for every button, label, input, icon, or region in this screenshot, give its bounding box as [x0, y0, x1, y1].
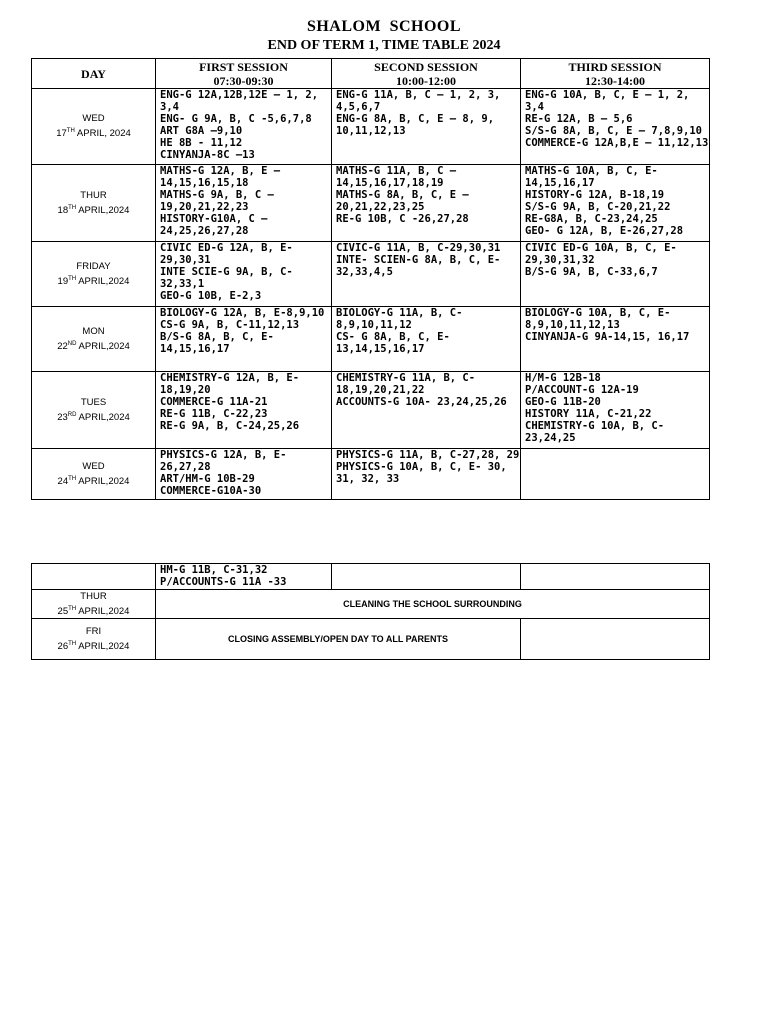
timetable: [31, 58, 710, 500]
third-session-cell: MATHS-G 10A, B, C, E- 14,15,16,17 HISTORY-G 12A, B-18,19 S/S-G 9A, B, C-20,21,22 RE-G8A, B, C-23,24,25 GEO- G 12A, B, E-26,27,28: [521, 165, 710, 242]
day-cell: [32, 89, 156, 165]
day-name: MON: [82, 325, 105, 337]
third-session-header: [521, 59, 710, 89]
day-cell: [32, 449, 156, 500]
table-row: [32, 242, 710, 307]
first-session-cell: BIOLOGY-G 12A, B, E-8,9,10 CS-G 9A, B, C-11,12,13 B/S-G 8A, B, C, E- 14,15,16,17: [156, 307, 332, 372]
table-row: [32, 372, 710, 449]
third-session-cell: ENG-G 10A, B, C, E – 1, 2, 3,4 RE-G 12A, B – 5,6 S/S-G 8A, B, C, E – 7,8,9,10 COMMERCE-G 12A,B,E – 11,12,13: [521, 89, 710, 165]
school-name: SHALOM SCHOOL: [306, 18, 462, 35]
second-session-cell: MATHS-G 11A, B, C – 14,15,16,17,18,19 MATHS-G 8A, B, C, E – 20,21,22,23,25 RE-G 10B, C -26,27,28: [332, 165, 521, 242]
table-row: [32, 449, 710, 500]
day-cell: [32, 307, 156, 372]
timetable-continuation: [31, 563, 710, 660]
day-name: FRIDAY: [76, 260, 111, 272]
day-column-header: [32, 59, 156, 89]
day-date: 26TH APRIL,2024: [57, 641, 130, 653]
continuation-row: [32, 564, 710, 590]
third-session-time: 12:30-14:00: [585, 73, 645, 88]
second-session-time: 10:00-12:00: [396, 73, 456, 88]
day-cell: [32, 372, 156, 449]
empty-day-cell: [32, 564, 156, 590]
header-row: [32, 59, 710, 89]
table-row: [32, 307, 710, 372]
table-row: [32, 590, 710, 619]
first-session-label: FIRST SESSION: [199, 59, 288, 74]
day-name: WED: [82, 113, 105, 125]
day-name: THUR: [80, 591, 107, 602]
day-name: TUES: [80, 396, 107, 408]
second-session-header: [332, 59, 521, 89]
activity-cell: CLOSING ASSEMBLY/OPEN DAY TO ALL PARENTS: [156, 619, 521, 660]
second-session-cell: CHEMISTRY-G 11A, B, C- 18,19,20,21,22 ACCOUNTS-G 10A- 23,24,25,26: [332, 372, 521, 449]
second-session-cell: BIOLOGY-G 11A, B, C- 8,9,10,11,12 CS- G 8A, B, C, E- 13,14,15,16,17: [332, 307, 521, 372]
third-session-label: THIRD SESSION: [568, 59, 662, 74]
empty-second-cell: [332, 564, 521, 590]
second-session-cell: CIVIC-G 11A, B, C-29,30,31 INTE- SCIEN-G 8A, B, C, E- 32,33,4,5: [332, 242, 521, 307]
first-session-cell: CIVIC ED-G 12A, B, E- 29,30,31 INTE SCIE-G 9A, B, C- 32,33,1 GEO-G 10B, E-2,3: [156, 242, 332, 307]
day-cell: [32, 165, 156, 242]
first-session-header: [156, 59, 332, 89]
day-cell: [32, 590, 156, 619]
day-date: 25TH APRIL,2024: [57, 606, 130, 618]
day-date: 19TH APRIL,2024: [57, 275, 130, 288]
empty-third-cell: [521, 619, 710, 660]
third-session-cell: CIVIC ED-G 10A, B, C, E- 29,30,31,32 B/S-G 9A, B, C-33,6,7: [521, 242, 710, 307]
document-title: END OF TERM 1, TIME TABLE 2024: [267, 38, 501, 53]
first-session-cell: CHEMISTRY-G 12A, B, E- 18,19,20 COMMERCE-G 11A-21 RE-G 11B, C-22,23 RE-G 9A, B, C-24,25,26: [156, 372, 332, 449]
day-name: WED: [82, 460, 105, 472]
second-session-label: SECOND SESSION: [374, 59, 478, 74]
day-cell: [32, 242, 156, 307]
day-header-label: DAY: [81, 66, 106, 81]
day-date: 23RD APRIL,2024: [57, 411, 130, 424]
table-row: [32, 165, 710, 242]
first-session-cell: MATHS-G 12A, B, E – 14,15,16,15,18 MATHS-G 9A, B, C – 19,20,21,22,23 HISTORY-G10A, C – 24,25,26,27,28: [156, 165, 332, 242]
day-cell: [32, 619, 156, 660]
table-row: [32, 619, 710, 660]
day-date: 17TH APRIL, 2024: [56, 128, 131, 140]
first-session-cell: PHYSICS-G 12A, B, E- 26,27,28 ART/HM-G 10B-29 COMMERCE-G10A-30: [156, 449, 332, 500]
table-row: [32, 89, 710, 165]
first-session-cell: HM-G 11B, C-31,32 P/ACCOUNTS-G 11A -33: [156, 564, 332, 590]
day-date: 24TH APRIL,2024: [57, 475, 130, 488]
first-session-cell: ENG-G 12A,12B,12E – 1, 2, 3,4 ENG- G 9A, B, C -5,6,7,8 ART G8A –9,10 HE 8B - 11,12 CINYANJA-8C –13: [156, 89, 332, 165]
empty-third-cell: [521, 564, 710, 590]
day-date: 18TH APRIL,2024: [57, 204, 130, 217]
day-name: THUR: [80, 189, 107, 201]
first-session-time: 07:30-09:30: [213, 73, 274, 88]
day-name: FRI: [85, 626, 102, 638]
third-session-cell: BIOLOGY-G 10A, B, C, E- 8,9,10,11,12,13 CINYANJA-G 9A-14,15, 16,17: [521, 307, 710, 372]
day-date: 22ND APRIL,2024: [57, 340, 130, 353]
second-session-cell: ENG-G 11A, B, C – 1, 2, 3, 4,5,6,7 ENG-G 8A, B, C, E – 8, 9, 10,11,12,13: [332, 89, 521, 165]
third-session-cell: [521, 449, 710, 500]
activity-cell: CLEANING THE SCHOOL SURROUNDING: [156, 590, 710, 619]
third-session-cell: H/M-G 12B-18 P/ACCOUNT-G 12A-19 GEO-G 11B-20 HISTORY 11A, C-21,22 CHEMISTRY-G 10A, B, C- 23,24,25: [521, 372, 710, 449]
second-session-cell: PHYSICS-G 11A, B, C-27,28, 29 PHYSICS-G 10A, B, C, E- 30, 31, 32, 33: [332, 449, 521, 500]
